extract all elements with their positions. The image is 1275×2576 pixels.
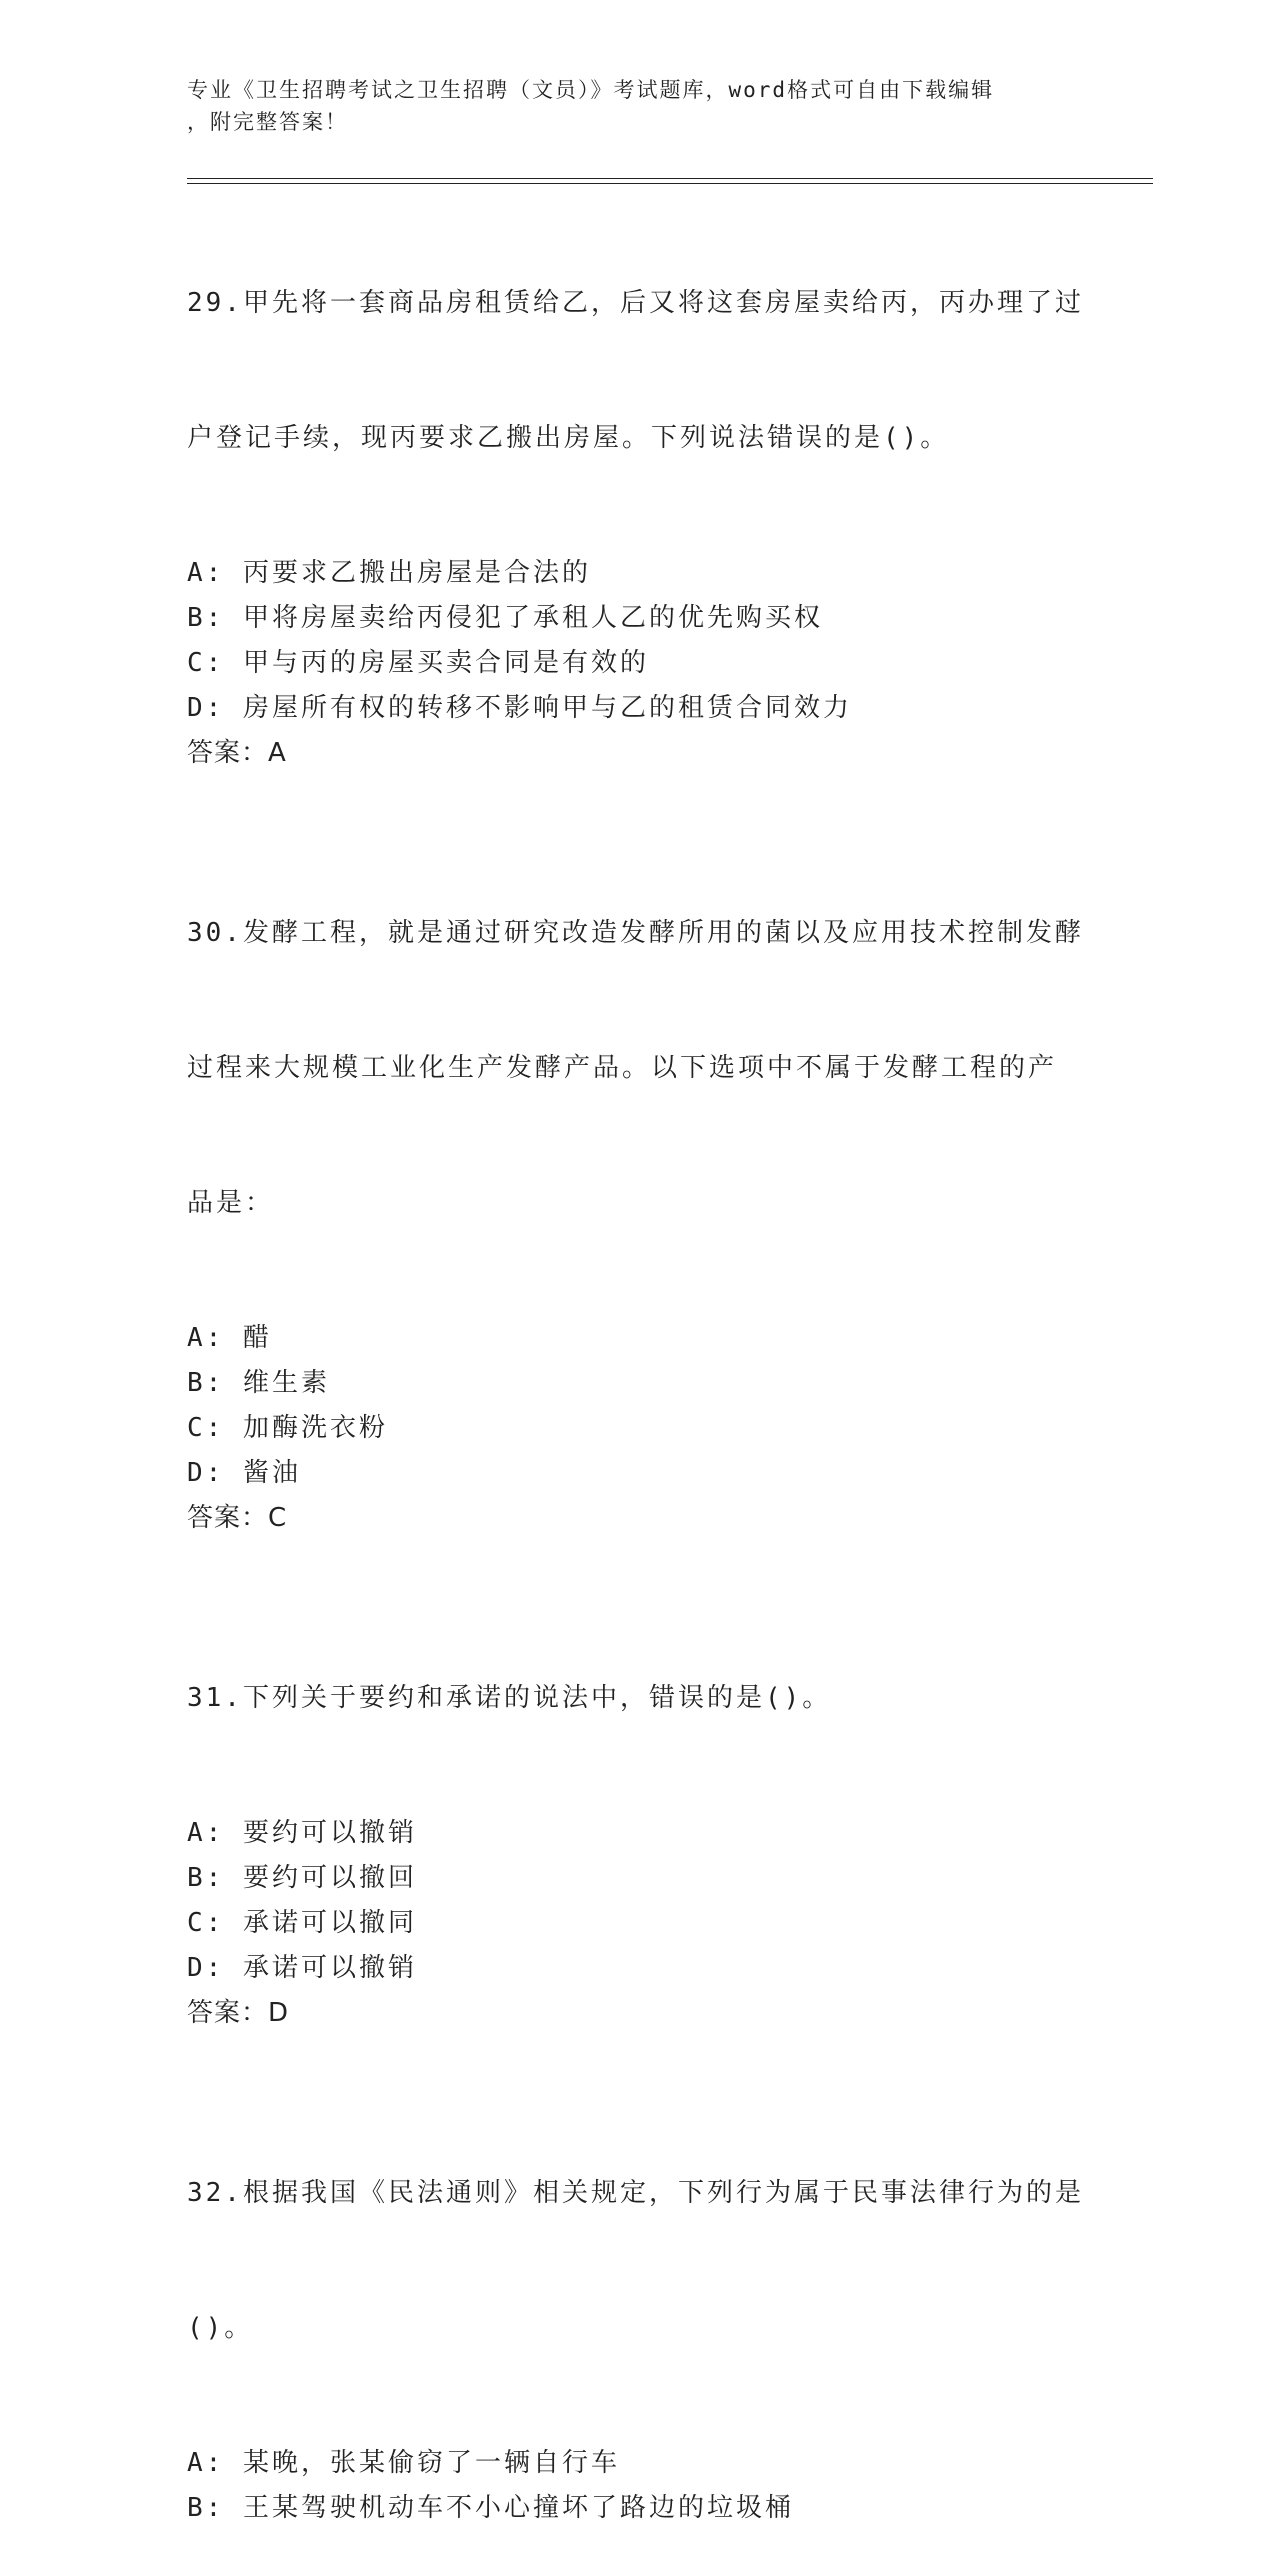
header-divider-top (187, 178, 1153, 179)
header-line-1: 专业《卫生招聘考试之卫生招聘（文员）》考试题库，word格式可自由下载编辑 (187, 78, 995, 102)
option-a: A: 醋 (187, 1323, 272, 1353)
header-line-2: ，附完整答案！ (187, 110, 348, 134)
question-list (187, 191, 1087, 2576)
question-31 (187, 1586, 1087, 2036)
question-stem (187, 2081, 1087, 2441)
question-stem-line: 过程来大规模工业化生产发酵产品。以下选项中不属于发酵工程的产 (187, 1053, 1058, 1083)
option-c: C: 甲与丙的房屋买卖合同是有效的 (187, 648, 649, 678)
document-header (187, 74, 1067, 138)
answer: 答案：A (187, 738, 287, 768)
question-stem-line: 30.发酵工程，就是通过研究改造发酵所用的菌以及应用技术控制发酵 (187, 918, 1084, 948)
header-divider-bottom (187, 183, 1153, 184)
question-32 (187, 2081, 1087, 2531)
option-c: C: 承诺可以撤同 (187, 1908, 417, 1938)
option-b: B: 甲将房屋卖给丙侵犯了承租人乙的优先购买权 (187, 603, 823, 633)
question-stem (187, 821, 1087, 1316)
question-stem-line: 32.根据我国《民法通则》相关规定，下列行为属于民事法律行为的是 (187, 2178, 1084, 2208)
question-stem (187, 191, 1087, 551)
option-d: D: 房屋所有权的转移不影响甲与乙的租赁合同效力 (187, 693, 852, 723)
question-30 (187, 821, 1087, 1541)
question-stem-line: 户登记手续，现丙要求乙搬出房屋。下列说法错误的是()。 (187, 423, 950, 453)
question-stem-line: ()。 (187, 2313, 254, 2343)
option-b: B: 要约可以撤回 (187, 1863, 417, 1893)
answer: 答案：D (187, 1998, 290, 2028)
answer: 答案：C (187, 1503, 288, 1533)
option-a: A: 某晚，张某偷窃了一辆自行车 (187, 2448, 620, 2478)
question-stem-line: 29.甲先将一套商品房租赁给乙，后又将这套房屋卖给丙，丙办理了过 (187, 288, 1084, 318)
question-stem-line: 31.下列关于要约和承诺的说法中，错误的是()。 (187, 1683, 832, 1713)
option-c: C: 加酶洗衣粉 (187, 1413, 388, 1443)
option-a: A: 要约可以撤销 (187, 1818, 417, 1848)
option-a: A: 丙要求乙搬出房屋是合法的 (187, 558, 591, 588)
option-b: B: 维生素 (187, 1368, 330, 1398)
question-stem-line: 品是： (187, 1188, 275, 1218)
option-d: D: 承诺可以撤销 (187, 1953, 417, 1983)
question-29 (187, 191, 1087, 776)
option-b: B: 王某驾驶机动车不小心撞坏了路边的垃圾桶 (187, 2493, 794, 2523)
option-d: D: 酱油 (187, 1458, 301, 1488)
question-stem (187, 1586, 1087, 1811)
